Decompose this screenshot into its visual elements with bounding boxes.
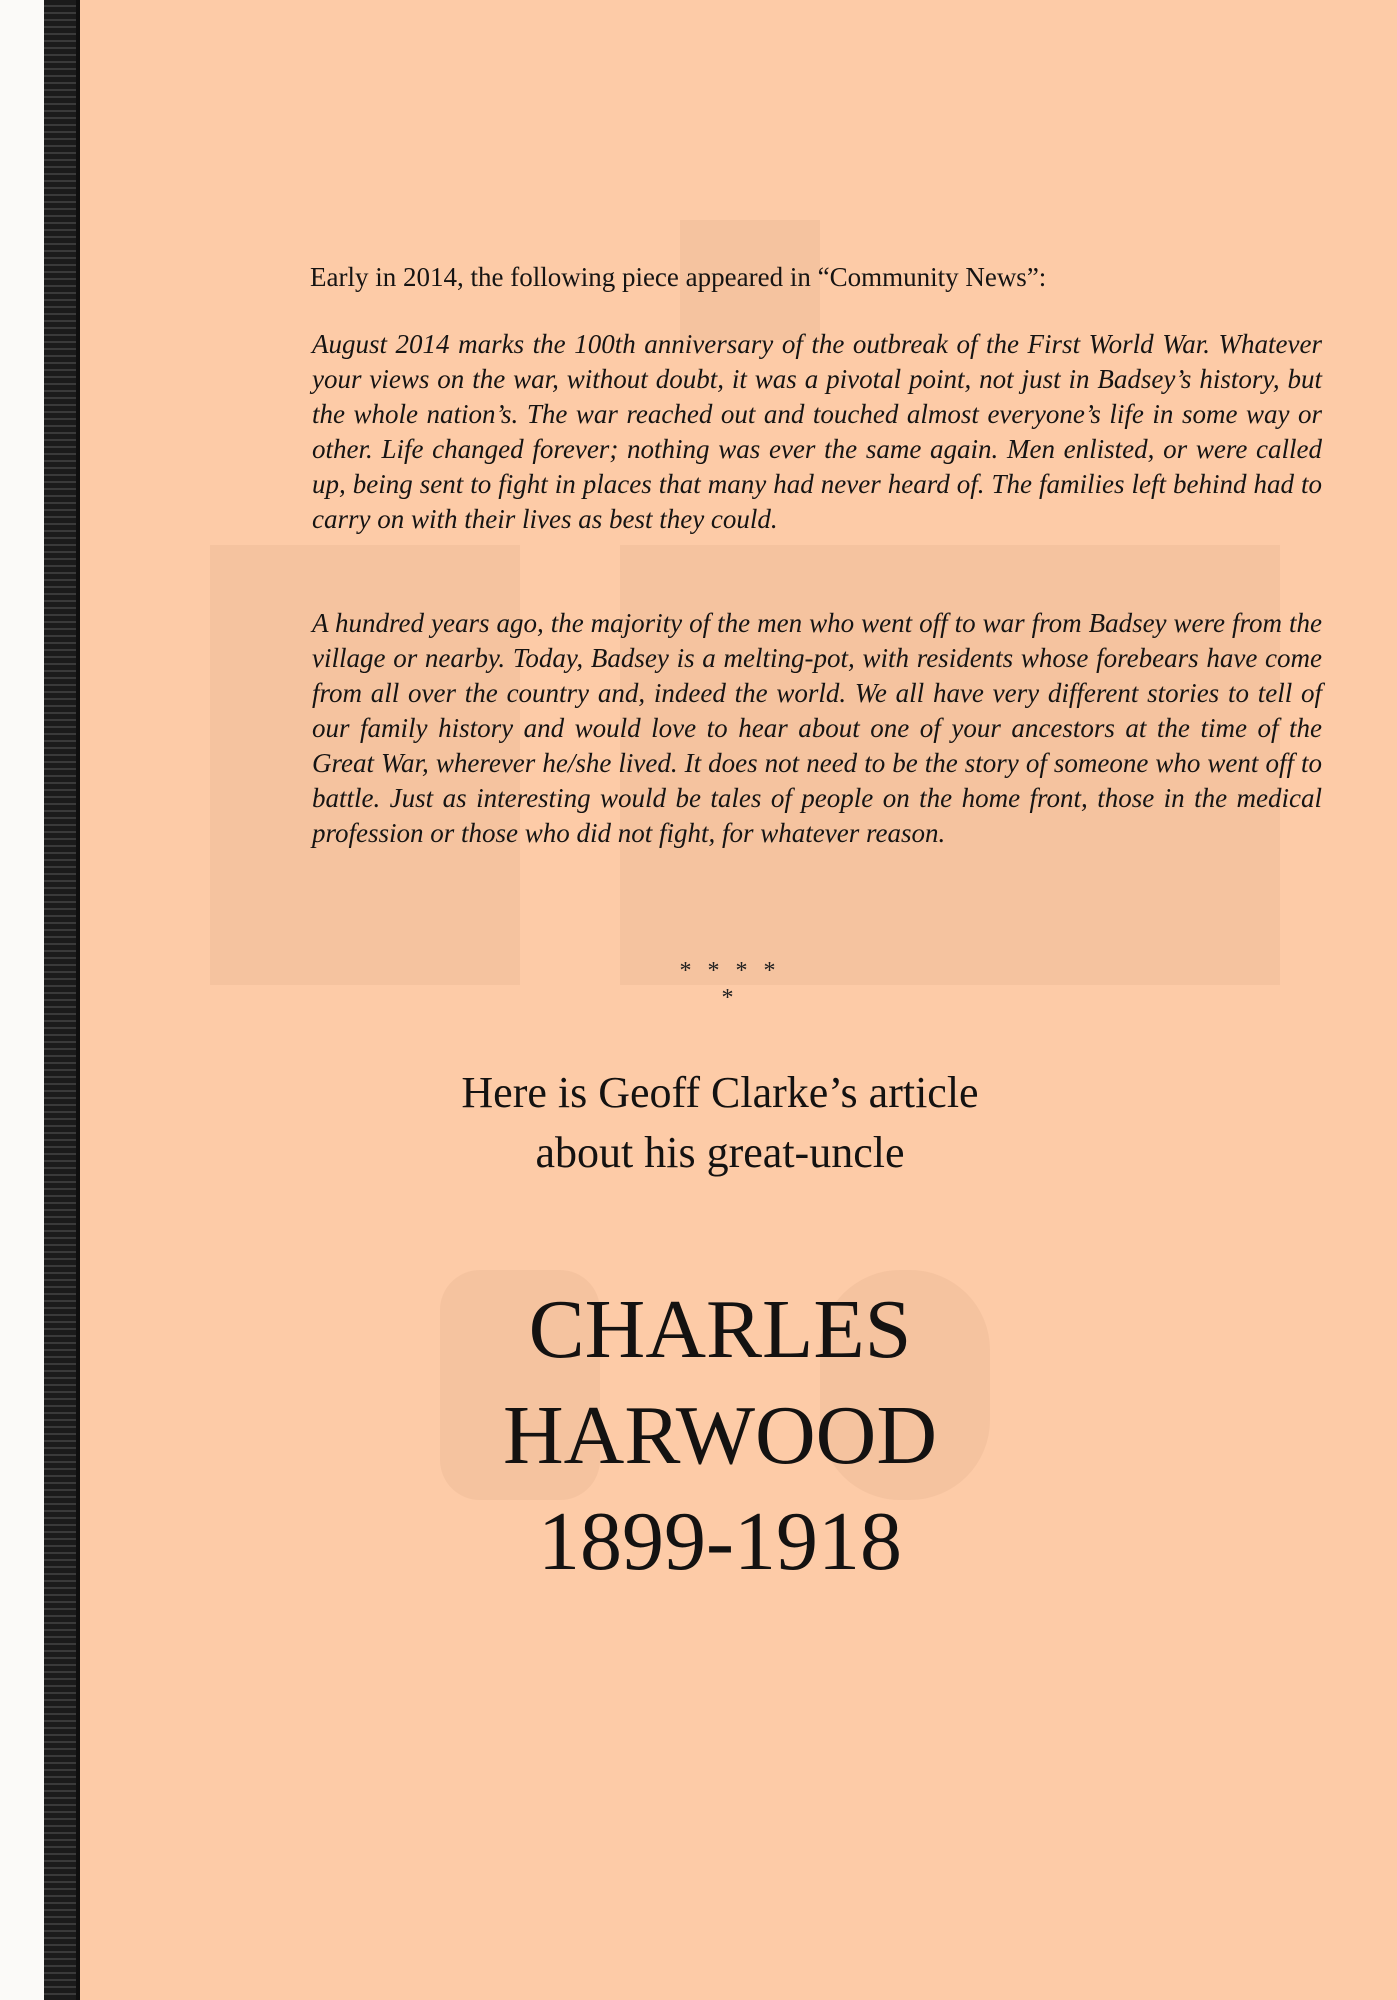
subheading-line-1: Here is Geoff Clarke’s article	[461, 1068, 979, 1117]
title-line-2: HARWOOD	[503, 1389, 937, 1482]
separator: * * * * *	[679, 958, 781, 1011]
intro-line: Early in 2014, the following piece appeared in “Community News”:	[310, 262, 1047, 292]
spiral-binding	[44, 0, 76, 2000]
subheading-line-2: about his great-uncle	[535, 1128, 905, 1177]
article-paragraph: August 2014 marks the 100th anniversary of the outbreak of the First World War. Whatever your views on the war, without doubt, it was a pivotal point, not just in Badsey’s history, but the whole nation’s. The war reached out and touched almost everyone’s life in some way or other. Life changed forever; nothing was ever the same again. Men enlisted, or were called up, being sent to fight in places that many had never heard of. The families left behind had to carry on with their lives as best they could.	[312, 329, 1322, 534]
document-page	[80, 0, 1397, 2000]
title-line-3: 1899-1918	[538, 1495, 902, 1588]
title-line-1: CHARLES	[528, 1283, 912, 1376]
article-paragraph: A hundred years ago, the majority of the men who went off to war from Badsey were from the village or nearby. Today, Badsey is a melting-pot, with residents whose forebears have come from all over the country and, indeed the world. We all have very different stories to tell of our family history and would love to hear about one of your ancestors at the time of the Great War, wherever he/she lived. It does not need to be the story of someone who went off to battle. Just as interesting would be tales of people on the home front, those in the medical profession or those who did not fight, for whatever reason.	[312, 608, 1322, 848]
